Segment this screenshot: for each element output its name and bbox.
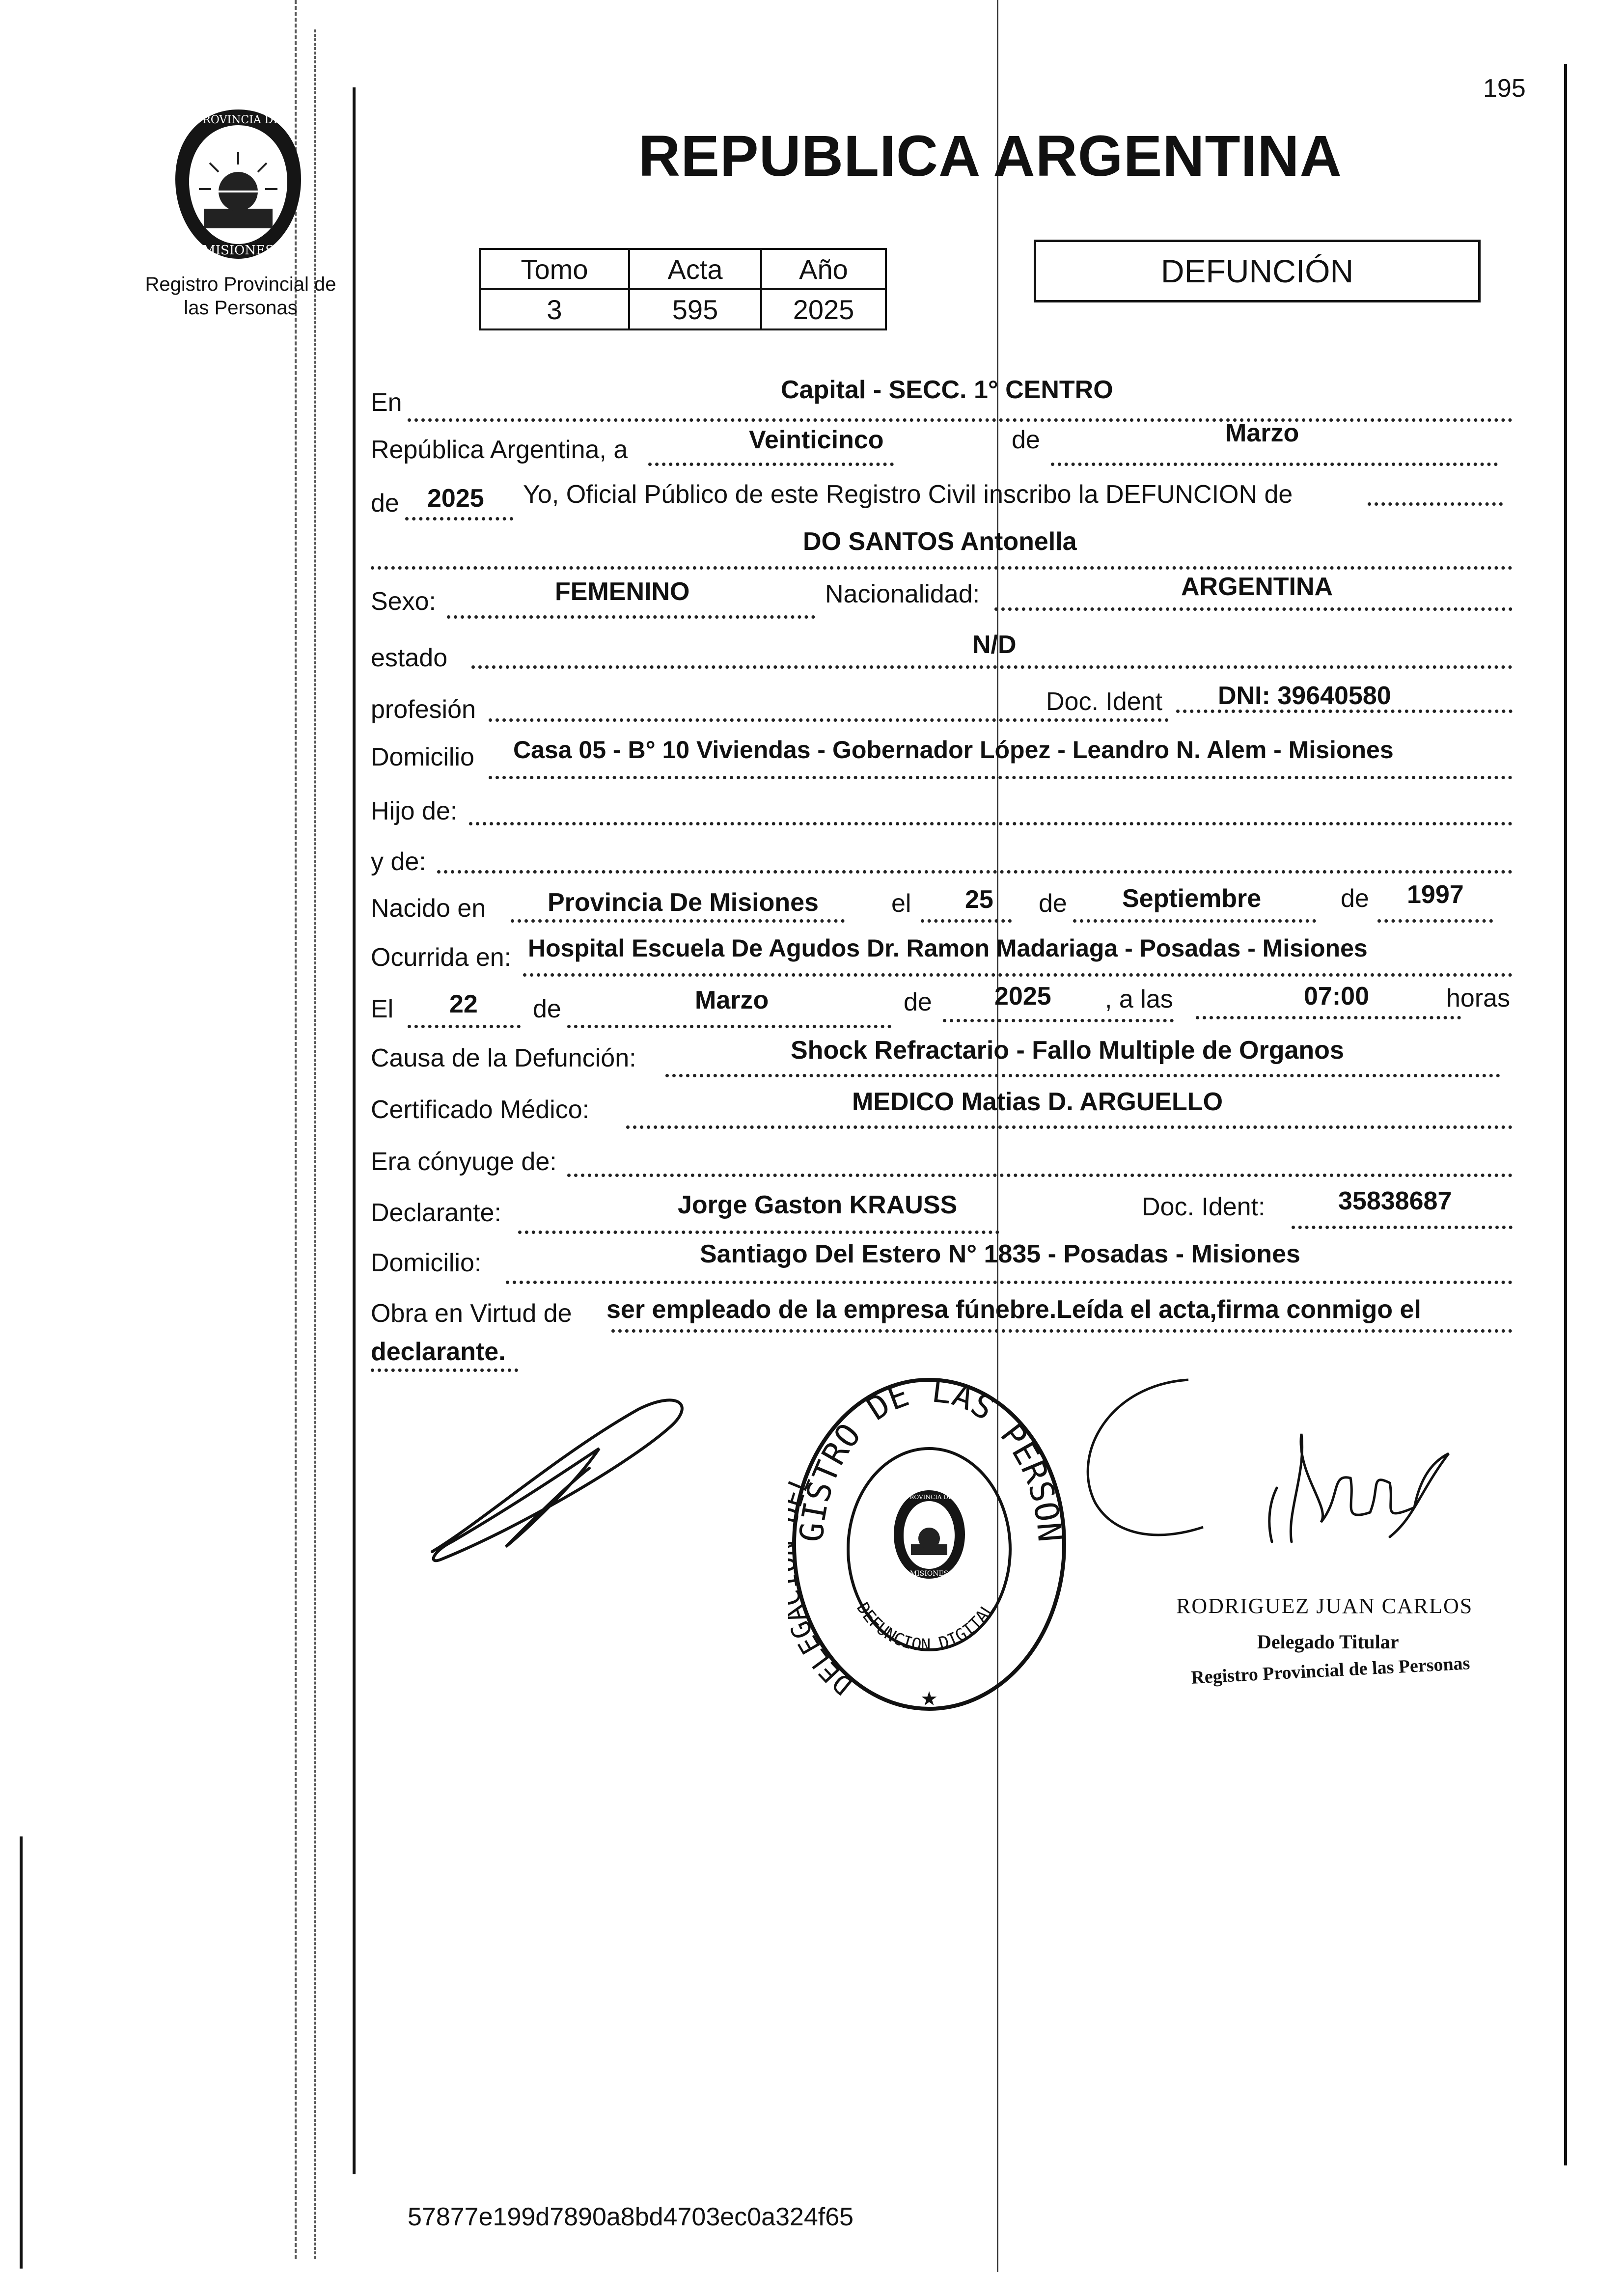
declarante-domicilio-dotted-line	[506, 1281, 1513, 1284]
oficial-text: Yo, Oficial Público de este Registro Civil inscribo la DEFUNCION de	[523, 480, 1293, 509]
en-dotted-line	[408, 418, 1513, 422]
y-de-label: y de:	[371, 848, 426, 876]
birth-de-label: de	[1039, 889, 1067, 918]
acta-value: 595	[629, 289, 761, 329]
declarante-value: Jorge Gaston KRAUSS	[678, 1191, 958, 1219]
left-perforation-line-inner	[314, 29, 316, 2259]
obra-value-1: ser empleado de la empresa fúnebre.Leída el acta,firma conmigo el	[606, 1295, 1421, 1324]
nacido-dotted-line	[511, 919, 845, 923]
oficial-dotted-line	[1368, 502, 1503, 506]
death-time-dotted-line	[1196, 1016, 1461, 1019]
declarante-doc-value: 35838687	[1338, 1187, 1452, 1215]
nacido-value: Provincia De Misiones	[548, 888, 819, 917]
tomo-header: Tomo	[480, 249, 629, 289]
year-dotted-line	[405, 517, 513, 520]
death-year-de-label: de	[904, 988, 932, 1016]
conyuge-dotted-line	[567, 1174, 1513, 1177]
birth-month: Septiembre	[1122, 884, 1262, 913]
sexo-value: FEMENINO	[555, 577, 690, 606]
scan-fold-line	[997, 0, 998, 2272]
svg-text:REGISTRO DE LAS PERSONAS: GISTRO DE LAS PERSON	[792, 1372, 1069, 1544]
left-perforation-line	[295, 0, 297, 2259]
de-label: de	[1012, 426, 1040, 454]
stamp-star-icon: ★	[920, 1688, 938, 1710]
certificado-label: Certificado Médico:	[371, 1095, 590, 1124]
death-year: 2025	[994, 982, 1051, 1011]
row-y-de	[371, 840, 1515, 887]
day-value: Veinticinco	[749, 426, 884, 454]
en-label: En	[371, 388, 402, 417]
svg-text:MISIONES: MISIONES	[202, 243, 274, 258]
registry-name: Registro Provincial de las Personas	[145, 274, 336, 319]
document-title: REPUBLICA ARGENTINA	[638, 124, 1342, 189]
row-fecha-defuncion	[371, 982, 1515, 1032]
death-day: 22	[449, 990, 478, 1018]
death-month-dotted-line	[567, 1025, 891, 1028]
deceased-name: DO SANTOS Antonella	[803, 527, 1077, 556]
row-domicilio	[371, 733, 1515, 780]
right-margin-rule	[1564, 64, 1567, 2165]
row-profesion-doc	[371, 682, 1515, 732]
declarante-label: Declarante:	[371, 1199, 501, 1227]
ocurrida-dotted-line	[523, 973, 1513, 977]
causa-value: Shock Refractario - Fallo Multiple de Organos	[791, 1036, 1344, 1065]
ano-header: Año	[761, 249, 886, 289]
certificado-value: MEDICO Matias D. ARGUELLO	[852, 1088, 1223, 1116]
ano-value: 2025	[761, 289, 886, 329]
el-label: el	[891, 889, 911, 918]
row-conyuge	[371, 1138, 1515, 1185]
day-dotted-line	[648, 463, 894, 466]
death-de-label: de	[533, 995, 561, 1023]
profesion-label: profesión	[371, 695, 476, 724]
month-dotted-line	[1051, 463, 1498, 466]
row-en	[371, 378, 1515, 425]
hijo-dotted-line	[469, 822, 1513, 825]
svg-text:DEFUNCION DIGITAL: DEFUNCION DIGITAL	[853, 1599, 999, 1655]
left-margin-rule	[353, 87, 356, 2174]
row-declarante	[371, 1187, 1515, 1234]
declarante-dotted-line	[518, 1231, 999, 1234]
official-signature	[1075, 1375, 1517, 1630]
month-value: Marzo	[1225, 419, 1299, 447]
row-nacimiento	[371, 880, 1515, 931]
birth-day: 25	[965, 885, 993, 914]
row-estado	[371, 631, 1515, 678]
declarante-doc-dotted-line	[1292, 1226, 1513, 1229]
horas-label: horas	[1446, 984, 1511, 1013]
death-month: Marzo	[695, 986, 769, 1014]
nacionalidad-value: ARGENTINA	[1181, 573, 1333, 601]
obra-dotted-line	[611, 1329, 1513, 1333]
signer-name: RODRIGUEZ JUAN CARLOS	[1176, 1594, 1473, 1618]
birth-month-dotted-line	[1073, 919, 1316, 923]
svg-text:PROVINCIA DE: PROVINCIA DE	[906, 1494, 953, 1501]
death-time: 07:00	[1304, 982, 1369, 1011]
obra-dotted-line-2	[371, 1369, 518, 1372]
provincial-seal	[169, 106, 307, 263]
svg-text:DELEGACIÓN DEL: DELE	[792, 1630, 858, 1701]
row-fecha-inscripcion	[371, 419, 1515, 475]
declarante-domicilio-label: Domicilio:	[371, 1249, 482, 1277]
declarant-signature	[422, 1375, 717, 1581]
record-type-box: DEFUNCIÓN	[1034, 240, 1481, 302]
svg-text:MISIONES: MISIONES	[909, 1570, 949, 1578]
row-certificado	[371, 1085, 1515, 1132]
ocurrida-label: Ocurrida en:	[371, 943, 512, 972]
row-oficial	[371, 479, 1515, 526]
row-obra-virtud	[371, 1289, 1515, 1382]
row-deceased-name	[371, 523, 1515, 570]
nacionalidad-dotted-line	[994, 607, 1513, 611]
svg-text:PROVINCIA DE: PROVINCIA DE	[195, 114, 281, 126]
birth-year-dotted-line	[1377, 919, 1493, 923]
doc-ident-label: Doc. Ident	[1046, 687, 1163, 716]
declarante-doc-label: Doc. Ident:	[1142, 1193, 1266, 1221]
doc-ident-value: DNI: 39640580	[1218, 682, 1391, 710]
birth-year-de-label: de	[1341, 884, 1369, 913]
estado-dotted-line	[471, 665, 1513, 669]
deceased-dotted-line	[371, 566, 1513, 570]
obra-label: Obra en Virtud de	[371, 1299, 572, 1328]
page-number: 195	[1483, 74, 1526, 103]
birth-day-dotted-line	[921, 919, 1012, 923]
signer-role: Delegado Titular	[1257, 1631, 1399, 1653]
row-causa	[371, 1034, 1515, 1081]
causa-label: Causa de la Defunción:	[371, 1044, 636, 1072]
a-las-label: , a las	[1105, 985, 1173, 1013]
sexo-dotted-line	[447, 615, 815, 619]
death-day-dotted-line	[408, 1025, 521, 1028]
republica-label: República Argentina, a	[371, 436, 628, 464]
el-cap-label: El	[371, 995, 394, 1023]
certificado-dotted-line	[626, 1125, 1513, 1129]
domicilio-value: Casa 05 - B° 10 Viviendas - Gobernador López - Leandro N. Alem - Misiones	[513, 736, 1394, 764]
domicilio-dotted-line	[489, 776, 1513, 779]
registry-stamp	[788, 1372, 1071, 1716]
sexo-label: Sexo:	[371, 587, 436, 616]
hijo-label: Hijo de:	[371, 797, 458, 825]
nacionalidad-label: Nacionalidad:	[825, 580, 980, 608]
birth-year: 1997	[1407, 880, 1464, 909]
y-de-dotted-line	[437, 870, 1513, 874]
estado-label: estado	[371, 644, 448, 672]
row-hijo-de	[371, 792, 1515, 839]
record-number-table	[479, 248, 887, 330]
acta-header: Acta	[629, 249, 761, 289]
causa-dotted-line	[665, 1074, 1500, 1077]
nacido-label: Nacido en	[371, 894, 486, 923]
declarante-domicilio-value: Santiago Del Estero N° 1835 - Posadas - Misiones	[700, 1240, 1300, 1268]
estado-value: N/D	[972, 630, 1017, 659]
conyuge-label: Era cónyuge de:	[371, 1148, 557, 1176]
row-sexo-nacionalidad	[371, 573, 1515, 624]
de-year-label: de	[371, 489, 399, 518]
document-hash: 57877e199d7890a8bd4703ec0a324f65	[408, 2203, 854, 2231]
row-ocurrida	[371, 933, 1515, 980]
left-edge-mark	[20, 1836, 23, 2269]
obra-value-2: declarante.	[371, 1338, 506, 1366]
profesion-dotted-line	[489, 718, 1169, 722]
row-declarante-domicilio	[371, 1237, 1515, 1285]
death-year-dotted-line	[943, 1019, 1174, 1022]
year-value: 2025	[427, 484, 484, 513]
ocurrida-value: Hospital Escuela De Agudos Dr. Ramon Madariaga - Posadas - Misiones	[528, 934, 1368, 962]
tomo-value: 3	[480, 289, 629, 329]
domicilio-label: Domicilio	[371, 743, 474, 771]
en-value: Capital - SECC. 1° CENTRO	[781, 376, 1113, 404]
signer-office: Registro Provincial de las Personas	[1190, 1653, 1471, 1688]
